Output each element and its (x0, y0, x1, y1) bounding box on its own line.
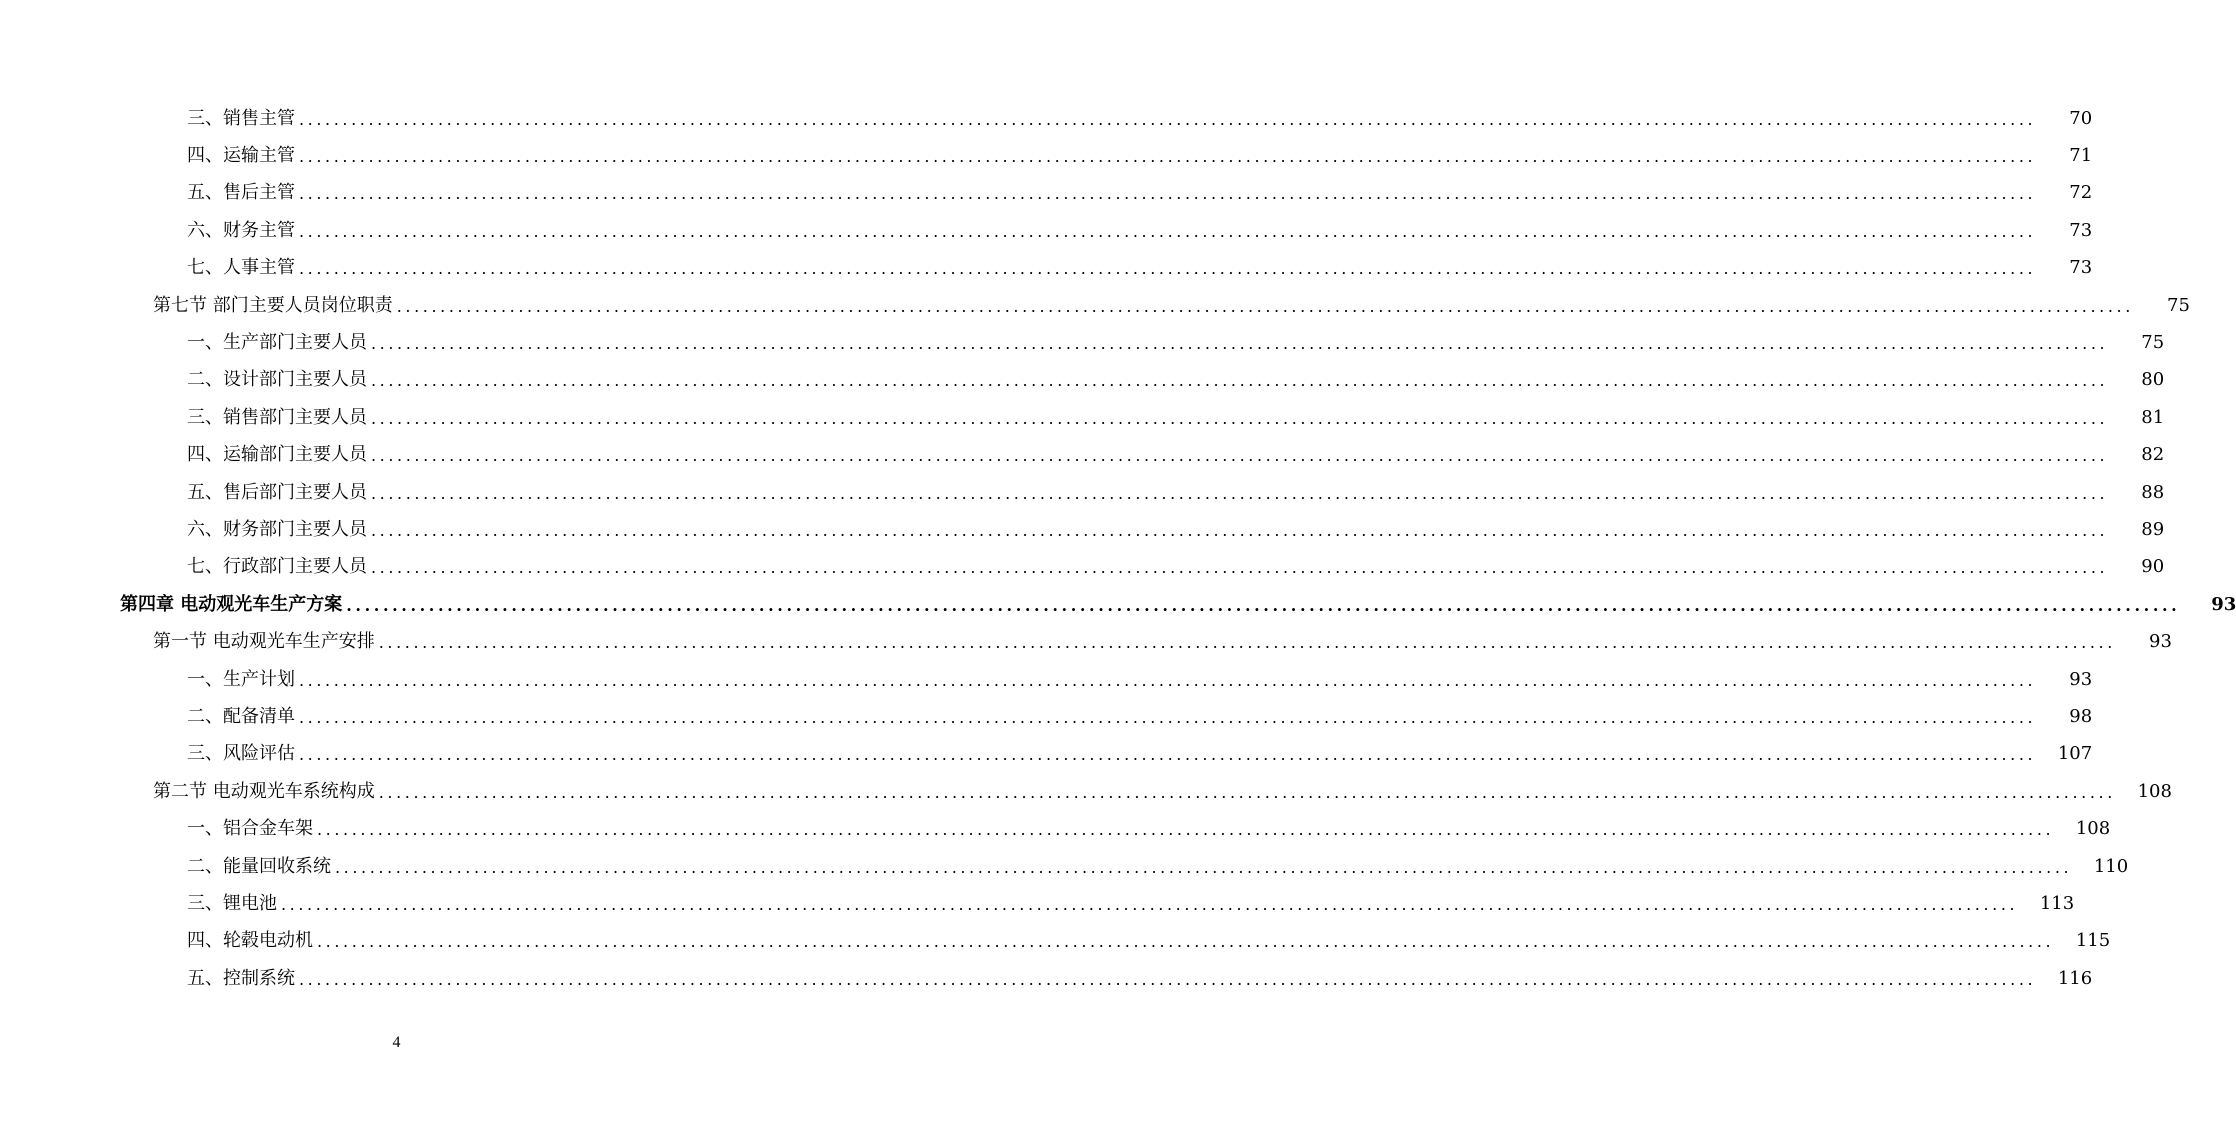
toc-leader-dots: ........................................................................................................................................................................................................ (299, 259, 2037, 279)
toc-entry-page: 108 (2075, 818, 2111, 840)
toc-item-entry[interactable] (0, 848, 2129, 885)
toc-entry-label: 五、售后主管 (187, 182, 295, 204)
toc-item-entry[interactable] (0, 960, 2093, 997)
toc-item-entry[interactable] (0, 250, 2093, 287)
toc-entry-page: 107 (2057, 743, 2093, 765)
toc-entry-page: 75 (2141, 332, 2165, 354)
toc-entry-page: 110 (2093, 855, 2129, 877)
toc-section-entry[interactable] (0, 773, 2172, 810)
toc-entry-page: 93 (2211, 593, 2236, 615)
toc-entry-label: 一、铝合金车架 (187, 818, 313, 840)
toc-leader-dots: ........................................................................................................................................................................................................ (317, 932, 2055, 952)
toc-entry-label: 三、风险评估 (187, 743, 295, 765)
toc-leader-dots: ........................................................................................................................................................................................................ (299, 745, 2037, 765)
toc-item-entry[interactable] (0, 324, 2165, 361)
toc-entry-page: 113 (2039, 892, 2075, 914)
toc-leader-dots: ........................................................................................................................................................................................................ (346, 595, 2181, 615)
toc-item-entry[interactable] (0, 362, 2165, 399)
toc-entry-page: 71 (2069, 145, 2093, 167)
toc-entry-label: 三、销售主管 (187, 107, 295, 129)
toc-entry-page: 90 (2141, 556, 2165, 578)
toc-entry-label: 五、控制系统 (187, 967, 295, 989)
toc-leader-dots: ........................................................................................................................................................................................................ (299, 184, 2037, 204)
toc-leader-dots: ........................................................................................................................................................................................................ (371, 446, 2109, 466)
toc-item-entry[interactable] (0, 399, 2165, 436)
toc-leader-dots: ........................................................................................................................................................................................................ (371, 483, 2109, 503)
toc-entry-label: 二、能量回收系统 (187, 855, 331, 877)
toc-entry-label: 一、生产部门主要人员 (187, 332, 367, 354)
page-number: 4 (392, 1034, 401, 1051)
toc-entry-page: 81 (2141, 406, 2165, 428)
toc-entry-label: 四、运输部门主要人员 (187, 444, 367, 466)
toc-leader-dots: ........................................................................................................................................................................................................ (281, 894, 2019, 914)
toc-leader-dots: ........................................................................................................................................................................................................ (371, 334, 2109, 354)
toc-entry-page: 116 (2057, 967, 2093, 989)
toc-item-entry[interactable] (0, 661, 2093, 698)
toc-entry-page: 82 (2141, 444, 2165, 466)
toc-item-entry[interactable] (0, 923, 2111, 960)
toc-entry-label: 三、锂电池 (187, 892, 277, 914)
toc-leader-dots: ........................................................................................................................................................................................................ (396, 296, 2134, 316)
toc-leader-dots: ........................................................................................................................................................................................................ (371, 520, 2109, 540)
toc-entry-page: 88 (2141, 481, 2165, 503)
table-of-contents (0, 100, 2236, 997)
toc-entry-label: 第四章 电动观光车生产方案 (120, 593, 343, 615)
toc-entry-page: 72 (2069, 182, 2093, 204)
toc-entry-label: 六、财务主管 (187, 219, 295, 241)
toc-entry-label: 七、行政部门主要人员 (187, 556, 367, 578)
toc-entry-page: 75 (2167, 294, 2190, 316)
toc-entry-label: 第一节 电动观光车生产安排 (153, 631, 375, 653)
toc-entry-page: 70 (2069, 107, 2093, 129)
toc-leader-dots: ........................................................................................................................................................................................................ (378, 782, 2116, 802)
toc-entry-page: 108 (2137, 780, 2172, 802)
toc-leader-dots: ........................................................................................................................................................................................................ (299, 670, 2037, 690)
toc-item-entry[interactable] (0, 736, 2093, 773)
toc-leader-dots: ........................................................................................................................................................................................................ (299, 969, 2037, 989)
toc-item-entry[interactable] (0, 511, 2165, 548)
toc-entry-label: 六、财务部门主要人员 (187, 518, 367, 540)
toc-entry-label: 第二节 电动观光车系统构成 (153, 780, 375, 802)
toc-item-entry[interactable] (0, 437, 2165, 474)
toc-item-entry[interactable] (0, 810, 2111, 847)
toc-item-entry[interactable] (0, 549, 2165, 586)
toc-leader-dots: ........................................................................................................................................................................................................ (299, 147, 2037, 167)
toc-leader-dots: ........................................................................................................................................................................................................ (299, 109, 2037, 129)
toc-item-entry[interactable] (0, 100, 2093, 137)
toc-item-entry[interactable] (0, 698, 2093, 735)
toc-item-entry[interactable] (0, 137, 2093, 174)
toc-item-entry[interactable] (0, 212, 2093, 249)
toc-entry-page: 115 (2075, 930, 2111, 952)
toc-entry-label: 五、售后部门主要人员 (187, 481, 367, 503)
toc-entry-page: 80 (2141, 369, 2165, 391)
toc-leader-dots: ........................................................................................................................................................................................................ (299, 221, 2037, 241)
toc-item-entry[interactable] (0, 474, 2165, 511)
toc-leader-dots: ........................................................................................................................................................................................................ (371, 371, 2109, 391)
toc-entry-label: 二、配备清单 (187, 705, 295, 727)
toc-entry-label: 三、销售部门主要人员 (187, 406, 367, 428)
toc-leader-dots: ........................................................................................................................................................................................................ (317, 820, 2055, 840)
toc-entry-page: 89 (2141, 518, 2165, 540)
toc-item-entry[interactable] (0, 175, 2093, 212)
toc-chapter-entry[interactable] (0, 586, 2236, 623)
toc-entry-label: 第七节 部门主要人员岗位职责 (153, 294, 393, 316)
toc-section-entry[interactable] (0, 287, 2190, 324)
toc-entry-label: 四、轮毂电动机 (187, 930, 313, 952)
toc-entry-label: 七、人事主管 (187, 257, 295, 279)
toc-entry-page: 98 (2069, 705, 2093, 727)
toc-entry-page: 93 (2149, 631, 2172, 653)
toc-entry-label: 二、设计部门主要人员 (187, 369, 367, 391)
toc-entry-label: 一、生产计划 (187, 668, 295, 690)
toc-leader-dots: ........................................................................................................................................................................................................ (371, 558, 2109, 578)
toc-leader-dots: ........................................................................................................................................................................................................ (378, 633, 2116, 653)
toc-entry-page: 73 (2069, 219, 2093, 241)
toc-item-entry[interactable] (0, 885, 2075, 922)
toc-leader-dots: ........................................................................................................................................................................................................ (371, 408, 2109, 428)
toc-entry-page: 93 (2069, 668, 2093, 690)
toc-leader-dots: ........................................................................................................................................................................................................ (299, 707, 2037, 727)
toc-entry-page: 73 (2069, 257, 2093, 279)
toc-leader-dots: ........................................................................................................................................................................................................ (335, 857, 2073, 877)
toc-section-entry[interactable] (0, 623, 2172, 660)
toc-entry-label: 四、运输主管 (187, 145, 295, 167)
